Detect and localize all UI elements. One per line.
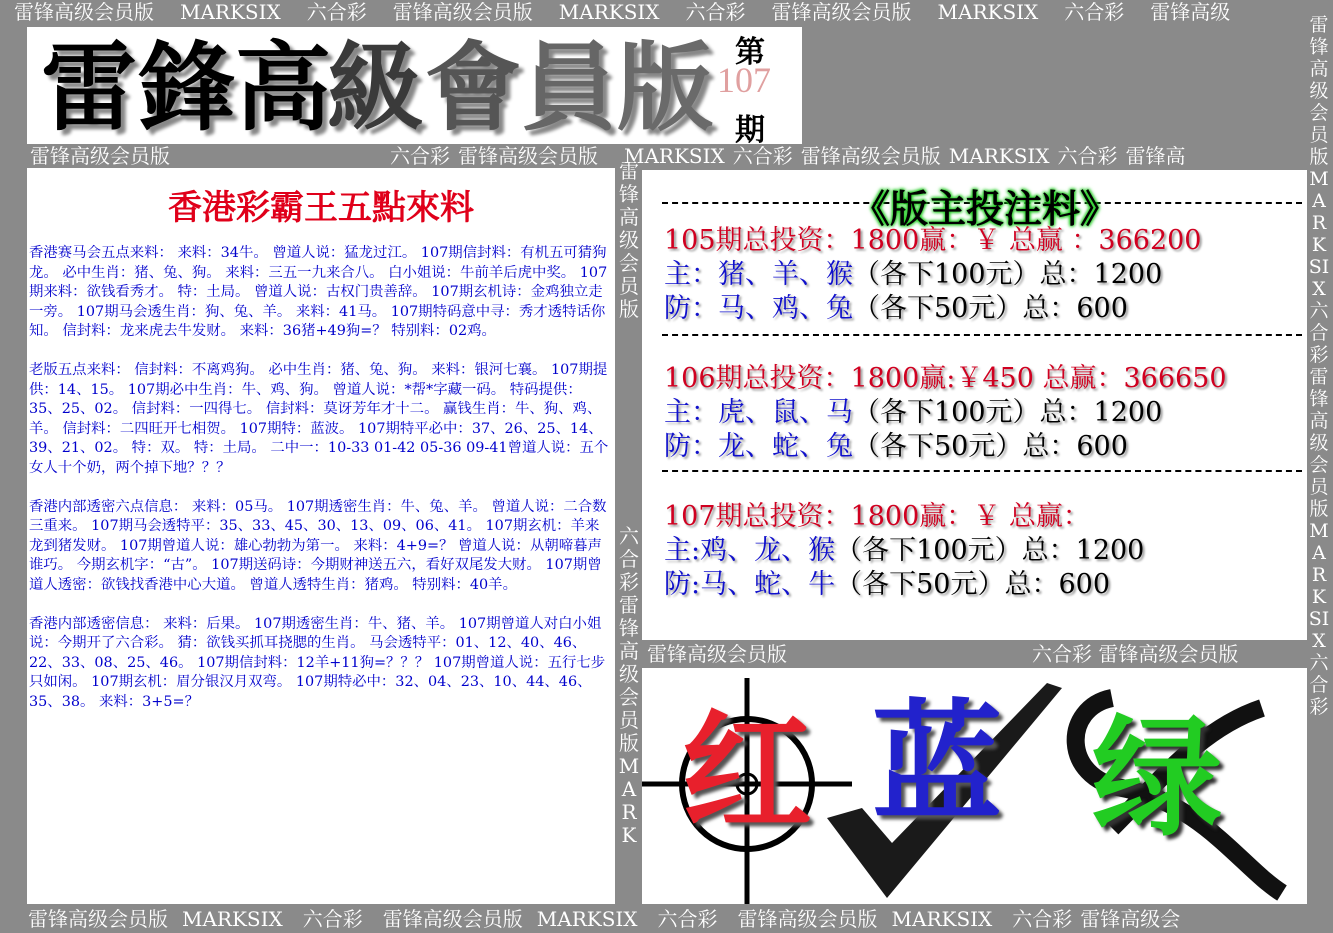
banner-text: 雷锋高级会员版	[458, 144, 598, 168]
banner-text: MARKSIX	[624, 144, 725, 168]
banner-text: 雷锋高级会员版	[392, 0, 533, 24]
banner-text: 雷锋高级会员版	[30, 144, 170, 168]
color-panel	[642, 668, 1307, 904]
bet-summary: 105期总投资：1800赢：￥ 总赢 ：366200	[664, 225, 1202, 256]
banner-text: MARKSIX	[937, 0, 1039, 24]
banner-text: 雷锋高级会员版	[28, 907, 168, 931]
info-paragraph: 香港内部透密信息： 来料：后果。 107期透密生肖：牛、猪、羊。 107期曾道人对白小姐说：今期开了六合彩。 猜：欲钱买抓耳挠腮的生肖。 马会透特平：01、12、40、46、22、33、08、25、46。 107期信封料：12羊+11狗=？？？ 107期曾道人说：五行七步只如闲。 107期玄机：眉分银汉月双弯。 107期特必中：32、04、23、10、44、46、35、38。 来料：3+5=？	[29, 615, 606, 710]
word-blue: 蓝	[872, 686, 1003, 839]
mid-vertical-banner-upper: 雷锋高级会员版	[619, 159, 639, 321]
title-char: 會	[425, 31, 521, 144]
bet-main-note: （各下100元）总：1200	[853, 397, 1163, 428]
bet-main-label: 主：虎、鼠、马	[664, 397, 853, 428]
banner-text: MARKSIX	[558, 0, 660, 24]
banner-text: 雷锋高级会	[1080, 907, 1181, 931]
bet-guard-note: （各下50元）总：600	[853, 293, 1128, 324]
title-char: 級	[327, 31, 423, 144]
bet-guard-label: 防：龙、蛇、兔	[664, 431, 853, 462]
banner-text: 六合彩	[1012, 907, 1073, 931]
divider	[662, 334, 1302, 336]
word-green: 绿	[1092, 701, 1223, 854]
right-mid-banner-right: 六合彩 雷锋高级会员版	[1032, 642, 1239, 666]
banner-text: 六合彩	[1064, 0, 1125, 24]
title-char: 雷	[41, 31, 137, 144]
banner-text: 雷锋高	[1125, 144, 1186, 168]
bet-guard	[664, 562, 1110, 601]
issue-di: 第	[735, 35, 765, 70]
bet-summary: 107期总投资：1800赢：￥ 总赢：	[664, 501, 1090, 532]
banner-text: 六合彩	[306, 0, 367, 24]
banner-text: 雷锋高级会员版	[14, 0, 154, 24]
banner-text: 六合彩	[302, 907, 363, 931]
middle-banner	[30, 144, 1186, 168]
bets-panel	[642, 170, 1307, 640]
left-body	[29, 244, 613, 732]
bet-summary: 106期总投资：1800赢:￥450 总赢：366650	[664, 363, 1227, 394]
banner-text: 六合彩	[1057, 144, 1118, 168]
info-paragraph: 香港赛马会五点来料： 来料：34牛。 曾道人说：猛龙过江。 107期信封料：有机五可猜狗龙。 必中生肖：猪、兔、狗。 来料：三五一九来合八。 白小姐说：牛前羊后虎中奖。 107期来料：欲钱看秀才。 特：土局。 曾道人说：古权门贵善辞。 107期玄机诗：金鸡独立走一旁。 107期马会透生肖：狗、兔、羊。 来料：41马。 107期特码意中寻：秀才透特话你知。 信封料：龙来虎去牛发财。 来料：36猪+49狗=？ 特别料：02鸡。	[29, 245, 608, 339]
title-char: 高	[235, 31, 331, 144]
bet-guard	[664, 424, 1128, 463]
bet-guard-label: 防：马、鸡、兔	[664, 293, 853, 324]
banner-text: MARKSIX	[891, 907, 993, 931]
banner-text: 雷锋高级会员版	[800, 144, 941, 168]
bet-main-note: （各下100元）总：1200	[835, 535, 1145, 566]
bet-guard-label: 防:马、蛇、牛	[664, 569, 836, 600]
title-char: 鋒	[139, 31, 235, 144]
title-char: 員	[521, 31, 617, 144]
banner-text: 六合彩	[657, 907, 718, 931]
banner-text: 六合彩	[390, 144, 450, 168]
banner-text: 六合彩	[732, 144, 793, 168]
word-red: 红	[682, 696, 813, 849]
bet-guard	[664, 286, 1128, 325]
banner-text: 雷锋高级	[1150, 0, 1231, 24]
mid-vertical-banner-lower: 六合彩雷锋高级会员版MARK	[618, 524, 640, 847]
info-paragraph: 老版五点来料： 信封料：不离鸡狗。 必中生肖：猪、兔、狗。 来料：银河七襄。 107期提供：14、15。 107期必中生肖：牛、鸡、狗。 曾道人说：*帮*字藏一码。 特码提供：35、25、02。 信封料：一四得七。 信封料：莫讶芳年才十二。 赢钱生肖：牛、狗、鸡、羊。 信封料：二四旺开七相贺。 107期特：蓝波。 107期特平必中：37、26、25、14、39、21、02。 特：双。 特：土局。 二中一：10-33 01-42 05-36 09-41曾道人说：五个女人十个奶，两个掉下地？？？	[29, 362, 609, 476]
divider	[662, 470, 1302, 472]
banner-text: 雷锋高级会员版	[737, 907, 878, 931]
left-info-panel	[27, 168, 615, 904]
banner-text: MARKSIX	[180, 0, 281, 24]
bet-guard-note: （各下50元）总：600	[835, 569, 1111, 600]
issue-qi: 期	[735, 113, 765, 144]
right-mid-banner-left: 雷锋高级会员版	[647, 642, 787, 666]
banner-text: 雷锋高级会员版	[771, 0, 912, 24]
banner-text: MARKSIX	[536, 907, 638, 931]
right-vertical-banner: 雷锋高级会员版MARKSIX六合彩雷锋高级会员版MARKSIX六合彩	[1308, 14, 1330, 718]
bet-main-note: （各下100元）总：1200	[853, 259, 1163, 290]
bet-guard-note: （各下50元）总：600	[853, 431, 1128, 462]
left-heading: 香港彩霸王五點來料	[168, 188, 474, 228]
issue-number: 107	[717, 60, 771, 100]
banner-text: 雷锋高级会员版	[382, 907, 523, 931]
bottom-banner	[28, 907, 1180, 931]
bet-main-label: 主：猪、羊、猴	[664, 259, 853, 290]
title-char: 版	[617, 31, 713, 144]
info-paragraph: 香港内部透密六点信息： 来料：05马。 107期透密生肖：牛、兔、羊。 曾道人说：二合数三重来。 107期马会透特平：35、33、45、30、13、09、06、41。 107期玄机：羊来龙到猪发财。 107期曾道人说：雄心勃勃为第一。 来料：4+9=？ 曾道人说：从朝啼暮声谁巧。 今期玄机字：“古”。 107期送码诗：今期财神送五六，看好双尾发大财。 107期曾道人透密：欲钱找香港中心大道。 曾道人透特生肖：猪鸡。 特别料：40羊。	[29, 498, 607, 593]
banner-text: 六合彩	[685, 0, 746, 24]
banner-text: MARKSIX	[948, 144, 1050, 168]
title-panel	[27, 27, 802, 144]
issue-box	[717, 27, 797, 144]
banner-text: MARKSIX	[182, 907, 283, 931]
bet-main-label: 主:鸡、龙、猴	[664, 535, 836, 566]
top-banner	[14, 0, 1256, 24]
bets-heading: 《版主投注料》	[852, 186, 1119, 231]
